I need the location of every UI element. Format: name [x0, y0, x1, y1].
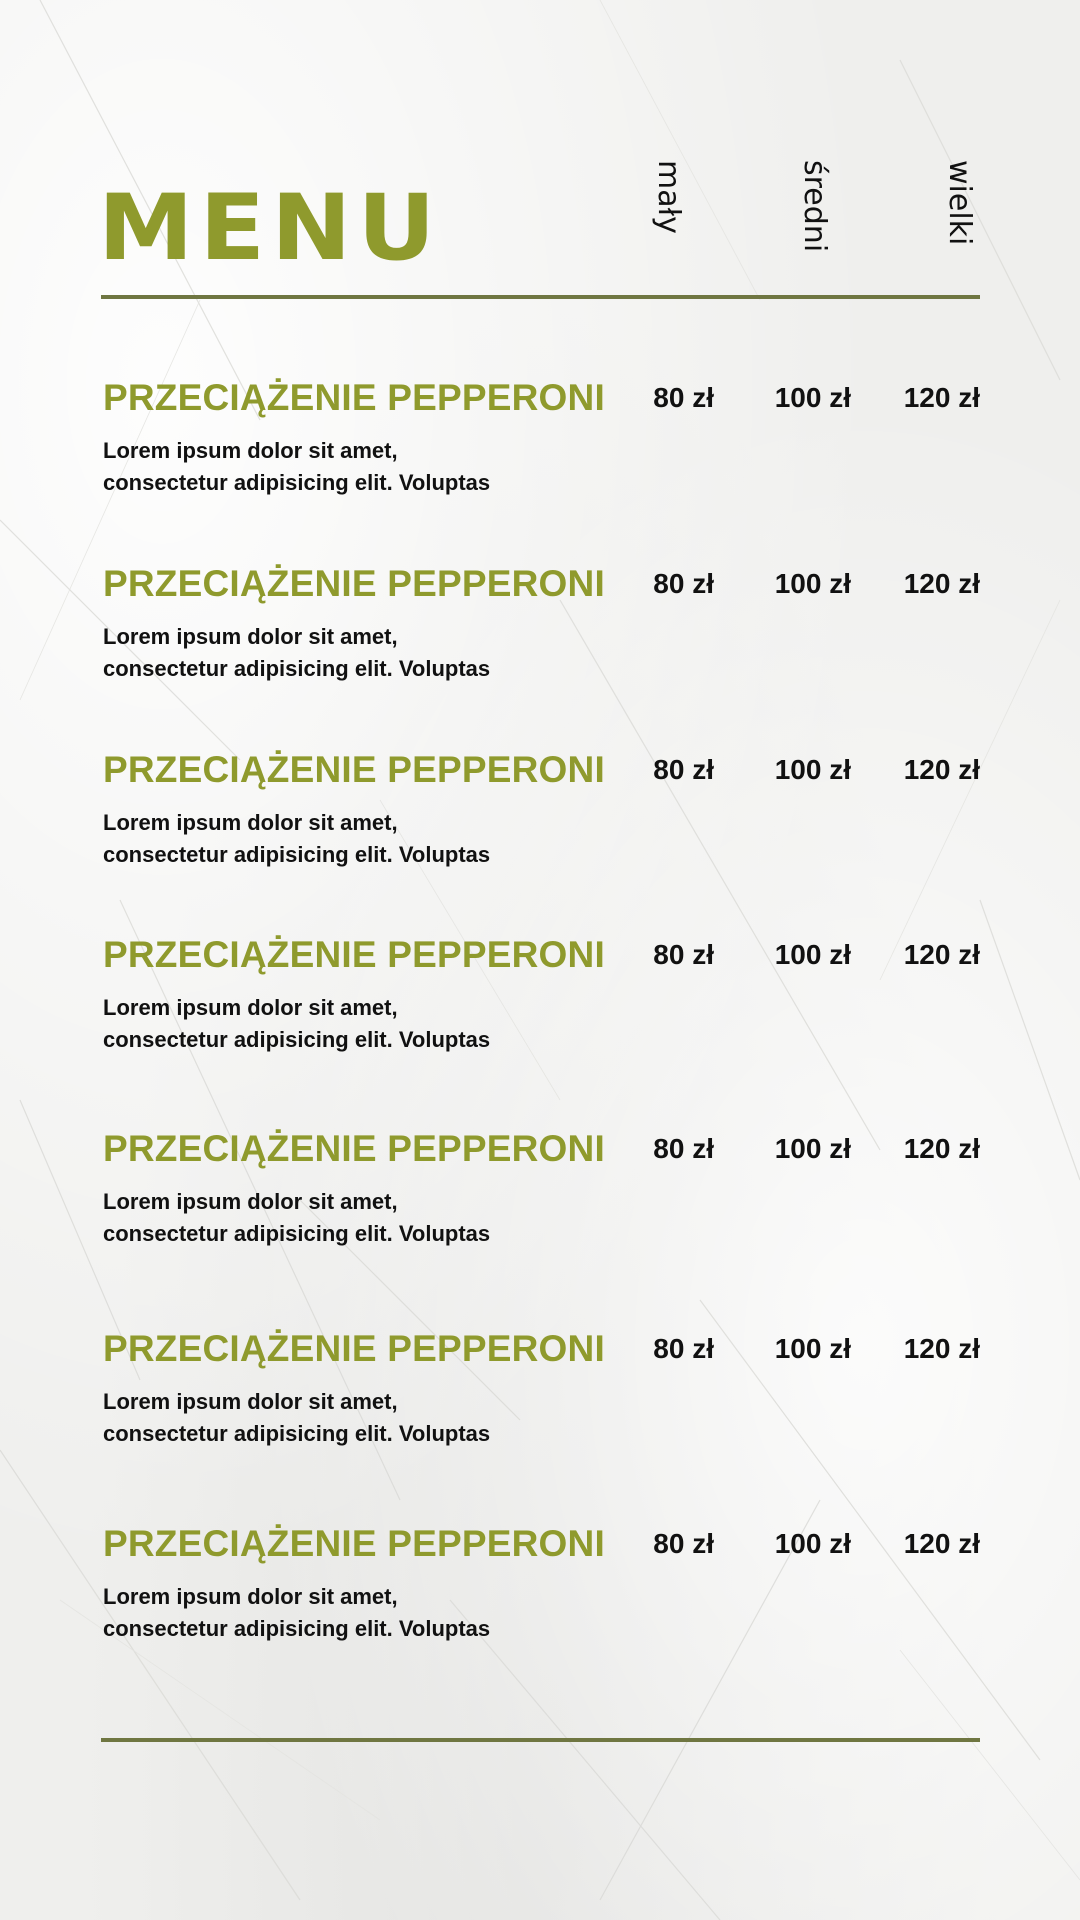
menu-title: MENU [98, 174, 442, 281]
item-name: PRZECIĄŻENIE PEPPERONI [103, 934, 605, 975]
item-description-line: Lorem ipsum dolor sit amet, [103, 1389, 398, 1414]
price-small: 80 zł [653, 568, 714, 599]
price-large: 120 zł [903, 568, 980, 599]
item-description-line: consectetur adipisicing elit. Voluptas [103, 842, 491, 867]
size-label-small: mały [651, 160, 686, 234]
menu-item [0, 749, 1080, 889]
item-name: PRZECIĄŻENIE PEPPERONI [103, 377, 605, 418]
price-small: 80 zł [653, 939, 714, 970]
size-label-large: wielki [942, 160, 977, 246]
item-description-line: consectetur adipisicing elit. Voluptas [103, 1616, 491, 1641]
size-header-small [650, 160, 700, 270]
price-medium: 100 zł [774, 382, 851, 413]
item-name: PRZECIĄŻENIE PEPPERONI [103, 1128, 605, 1169]
menu-item [0, 377, 1080, 517]
price-medium: 100 zł [774, 939, 851, 970]
item-description-line: Lorem ipsum dolor sit amet, [103, 1584, 398, 1609]
price-small: 80 zł [653, 754, 714, 785]
price-large: 120 zł [903, 754, 980, 785]
footer-divider [101, 1738, 980, 1742]
price-large: 120 zł [903, 939, 980, 970]
item-name: PRZECIĄŻENIE PEPPERONI [103, 1328, 605, 1369]
item-description [103, 807, 563, 871]
menu-item [0, 563, 1080, 703]
price-large: 120 zł [903, 1333, 980, 1364]
price-small: 80 zł [653, 382, 714, 413]
item-description [103, 1581, 563, 1645]
size-header-large [941, 160, 991, 270]
item-name: PRZECIĄŻENIE PEPPERONI [103, 1523, 605, 1564]
item-description [103, 621, 563, 685]
menu-item [0, 1523, 1080, 1663]
menu-item [0, 934, 1080, 1074]
item-description-line: Lorem ipsum dolor sit amet, [103, 995, 398, 1020]
price-medium: 100 zł [774, 1133, 851, 1164]
item-description [103, 1386, 563, 1450]
price-large: 120 zł [903, 1528, 980, 1559]
price-medium: 100 zł [774, 1333, 851, 1364]
menu-item [0, 1128, 1080, 1268]
price-small: 80 zł [653, 1133, 714, 1164]
item-name: PRZECIĄŻENIE PEPPERONI [103, 749, 605, 790]
item-description-line: Lorem ipsum dolor sit amet, [103, 810, 398, 835]
item-description-line: Lorem ipsum dolor sit amet, [103, 1189, 398, 1214]
item-description [103, 1186, 563, 1250]
size-header-medium [796, 160, 846, 270]
item-description-line: consectetur adipisicing elit. Voluptas [103, 1027, 491, 1052]
item-description-line: consectetur adipisicing elit. Voluptas [103, 656, 491, 681]
price-medium: 100 zł [774, 568, 851, 599]
menu-item [0, 1328, 1080, 1468]
item-description-line: consectetur adipisicing elit. Voluptas [103, 470, 491, 495]
item-description-line: consectetur adipisicing elit. Voluptas [103, 1421, 491, 1446]
item-description [103, 435, 563, 499]
item-description [103, 992, 563, 1056]
price-medium: 100 zł [774, 1528, 851, 1559]
item-name: PRZECIĄŻENIE PEPPERONI [103, 563, 605, 604]
price-small: 80 zł [653, 1333, 714, 1364]
price-large: 120 zł [903, 382, 980, 413]
item-description-line: Lorem ipsum dolor sit amet, [103, 438, 398, 463]
price-small: 80 zł [653, 1528, 714, 1559]
price-large: 120 zł [903, 1133, 980, 1164]
header-divider [101, 295, 980, 299]
size-label-medium: średni [797, 160, 832, 253]
price-medium: 100 zł [774, 754, 851, 785]
item-description-line: Lorem ipsum dolor sit amet, [103, 624, 398, 649]
item-description-line: consectetur adipisicing elit. Voluptas [103, 1221, 491, 1246]
